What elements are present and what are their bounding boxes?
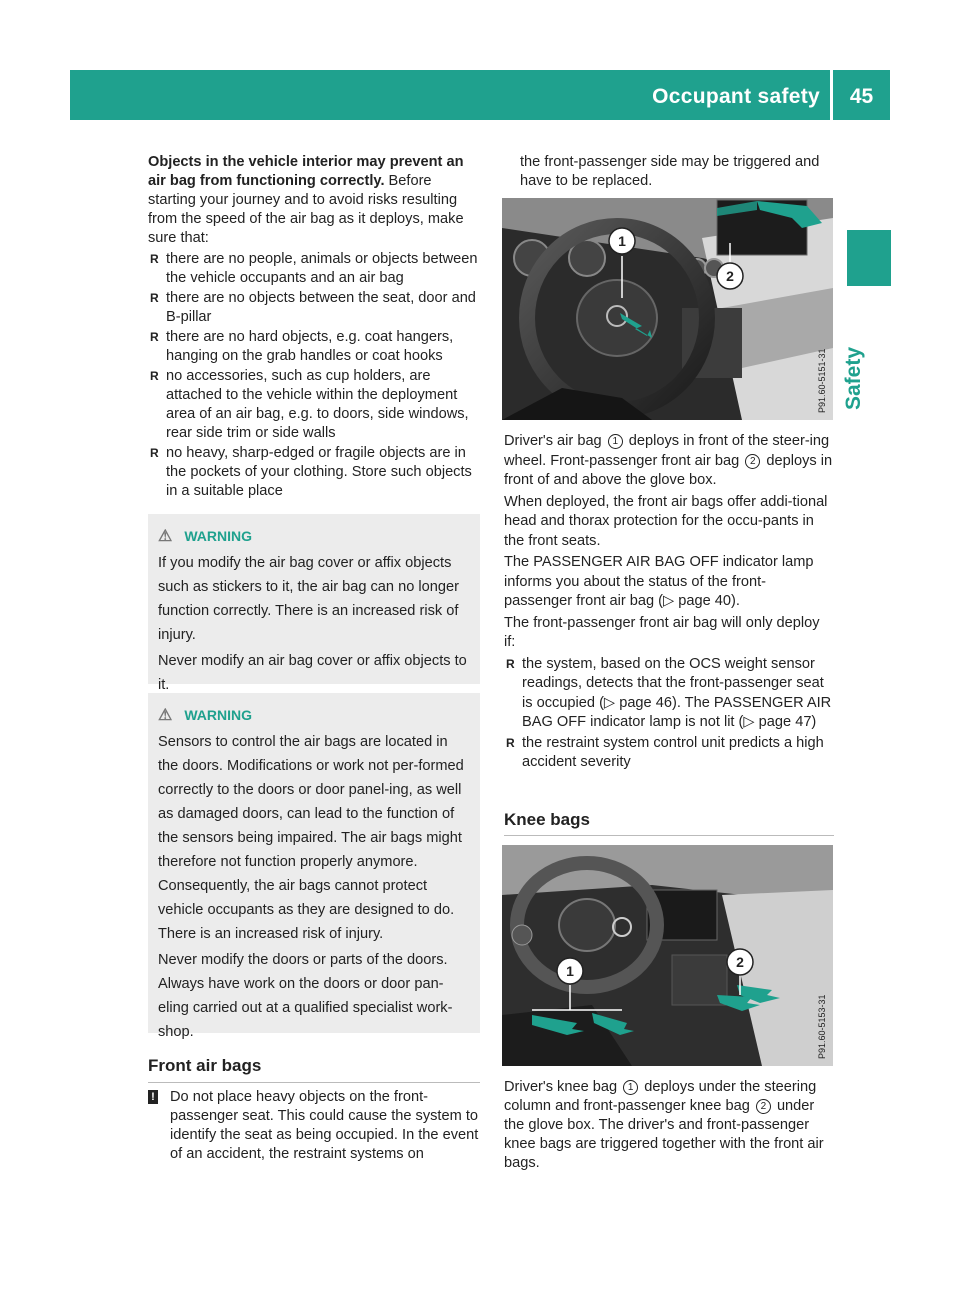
section-divider — [148, 1082, 480, 1083]
page-number: 45 — [849, 85, 874, 108]
bullet-glyph: R — [506, 735, 515, 750]
warning-box-airbag-cover — [148, 514, 480, 693]
list-item: R no heavy, sharp-edged or fragile objects are in the pockets of your clothing. Store such objects in a suitable place — [150, 445, 472, 499]
warning-text: Never modify an air bag cover or affix objects to it. — [158, 653, 467, 693]
front-airbag-illustration — [502, 198, 833, 420]
continued-text: the front-passenger side may be triggered and have to be replaced. — [520, 154, 820, 189]
bullet-glyph: R — [150, 330, 159, 344]
callout-2-label: 2 — [736, 954, 744, 970]
list-item: R there are no people, animals or objects between the vehicle occupants and an air bag — [150, 251, 478, 286]
section-heading-front-airbags: Front air bags — [148, 1056, 262, 1075]
list-item: R there are no objects between the seat, door and B-pillar — [150, 290, 476, 325]
precaution-list — [148, 250, 480, 501]
notice-text: Do not place heavy objects on the front-passenger seat. This could cause the system to identify the seat as being occupied. In the event of an accident, the restraint systems on — [170, 1089, 479, 1162]
front-airbag-description: Driver's air bag 1 deploys in front of the steer-ing wheel. Front-passenger front air bag 2 deploys in front of and above the glove box. When deployed, the front air bags offer addi-tional head and thorax protection for the occu-pants in the front seats. The PASSENGER AIR BAG OFF indicator lamp informs you about the status of the front-passenger front air bag (▷ page 40). The front-passenger front air bag will only deploy if: R the system, based on the OCS weight sensor readings, detects that the front-passenger seat is occupied (▷ page 46). The PASSENGER AIR BAG OFF indicator lamp is not lit (▷ page 47) R the restraint system control unit predicts a high accident severity — [504, 432, 834, 774]
section-heading-knee-bags: Knee bags — [504, 810, 590, 829]
callout-1-icon: 1 — [623, 1080, 638, 1095]
intro-block — [148, 153, 480, 502]
bullet-glyph: R — [150, 252, 159, 266]
list-item: R no accessories, such as cup holders, are attached to the vehicle within the deployment area of an air bag, e.g. to doors, side windows, rear side trim or side walls — [150, 368, 469, 441]
warning-triangle-icon: ⚠ — [158, 707, 173, 724]
bullet-glyph: R — [150, 446, 159, 460]
callout-2-icon: 2 — [745, 454, 760, 469]
deploy-condition-list — [504, 655, 834, 773]
intro-text: Before starting your journey and to avoid risks resulting from the speed of the air bag as it deploys, make sure that: — [148, 173, 464, 246]
notice-icon: ! — [148, 1090, 158, 1104]
knee-bag-description: Driver's knee bag 1 deploys under the steering column and front-passenger knee bag 2 under the glove box. The driver's and front-passenger knee bags are triggered together with the front air bags. — [504, 1079, 824, 1171]
bullet-glyph: R — [150, 369, 159, 383]
warning-text: If you modify the air bag cover or affix objects such as stickers to it, the air bag can no longer function correctly. There is an increased risk of injury. — [158, 555, 459, 643]
page-title: Occupant safety — [652, 85, 820, 108]
warning-heading: ⚠ WARNING — [158, 524, 470, 549]
bullet-glyph: R — [150, 291, 159, 305]
knee-bag-illustration — [502, 845, 833, 1066]
section-tab-label: Safety — [842, 346, 865, 410]
callout-1-label: 1 — [618, 233, 626, 249]
warning-text: Never modify the doors or parts of the doors. Always have work on the doors or door pan-eling carried out at a qualified specialist work-shop. — [158, 952, 453, 1040]
bullet-glyph: R — [506, 656, 515, 671]
list-item: R the system, based on the OCS weight sensor readings, detects that the front-passenger seat is occupied (▷ page 46). The PASSENGER AIR BAG OFF indicator lamp is not lit (▷ page 47) — [506, 655, 832, 730]
notice-box — [148, 1088, 480, 1164]
section-divider — [504, 835, 834, 836]
list-item: R there are no hard objects, e.g. coat hangers, hanging on the grab handles or coat hooks — [150, 329, 454, 364]
image-code: P91.60-5151-31 — [817, 348, 827, 413]
callout-1-label: 1 — [566, 963, 574, 979]
warning-heading: ⚠ WARNING — [158, 703, 470, 728]
intro-bold: Objects in the vehicle interior may prevent an air bag from functioning correctly. — [148, 154, 464, 189]
warning-triangle-icon: ⚠ — [158, 528, 173, 545]
list-item: R the restraint system control unit predicts a high accident severity — [506, 734, 824, 770]
callout-1-icon: 1 — [608, 434, 623, 449]
callout-2-icon: 2 — [756, 1099, 771, 1114]
image-code: P91.60-5153-31 — [817, 994, 827, 1059]
warning-text: Sensors to control the air bags are located in the doors. Modifications or work not per-formed correctly to the doors or door panel-ing, as well as damaged doors, can lead to the function of the sensors being impaired. The air bags might therefore not function properly anymore. Consequently, the air bags cannot protect vehicle occupants as they are designed to do. There is an increased risk of injury. — [158, 734, 464, 942]
warning-box-door-sensors — [148, 693, 480, 1040]
callout-2-label: 2 — [726, 268, 734, 284]
